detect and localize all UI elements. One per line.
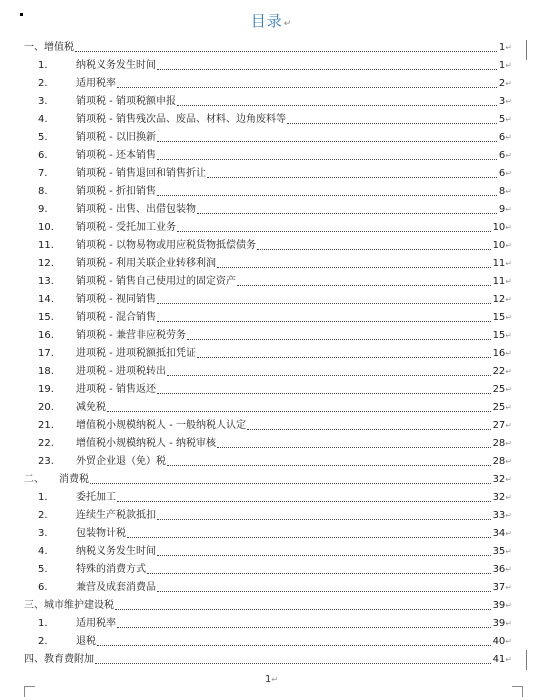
toc-entry[interactable] (24, 180, 512, 198)
toc-entry-text: 销项税 - 以物易物或用应税货物抵偿债务 (76, 240, 256, 251)
dot-leader (117, 500, 491, 502)
toc-entry-text: 销项税 - 混合销售 (76, 312, 156, 323)
dot-leader (177, 104, 497, 106)
paragraph-mark-icon: ↵ (505, 583, 512, 592)
toc-entry[interactable] (24, 432, 512, 450)
toc-entry-page: 37↵ (492, 582, 512, 593)
toc-entry-number: 4. (38, 114, 48, 125)
paragraph-mark-icon: ↵ (505, 367, 512, 376)
toc-entry-number: 1. (38, 618, 48, 629)
dot-leader (157, 68, 497, 70)
toc-entry-number: 18. (38, 366, 54, 377)
dot-leader (157, 194, 497, 196)
toc-entry-text: 销项税 - 销售自己使用过的固定资产 (76, 276, 236, 287)
paragraph-mark-icon: ↵ (505, 439, 512, 448)
dot-leader (97, 644, 491, 646)
toc-entry-page: 2↵ (498, 78, 512, 89)
toc-entry[interactable] (24, 306, 512, 324)
dot-leader (127, 536, 491, 538)
toc-entry-number: 4. (38, 546, 48, 557)
toc-entry-text: 退税 (76, 636, 96, 647)
toc-entry-number: 12. (38, 258, 54, 269)
dot-leader (237, 284, 491, 286)
toc-entry-number: 22. (38, 438, 54, 449)
toc-entry[interactable] (24, 612, 512, 630)
toc-entry-page: 6↵ (498, 150, 512, 161)
paragraph-mark-icon: ↵ (505, 259, 512, 268)
toc-entry-page: 39↵ (492, 618, 512, 629)
toc-entry-text: 消费税 (59, 474, 89, 485)
dot-leader (90, 482, 491, 484)
paragraph-mark-icon: ↵ (505, 331, 512, 340)
toc-entry-text: 销项税 - 销项税额申报 (76, 96, 176, 107)
dot-leader (207, 176, 497, 178)
toc-entry[interactable] (24, 144, 512, 162)
toc-entry-number: 14. (38, 294, 54, 305)
toc-entry[interactable] (24, 450, 512, 468)
toc-entry[interactable] (24, 558, 512, 576)
toc-entry[interactable] (24, 630, 512, 648)
toc-entry[interactable] (24, 270, 512, 288)
toc-entry[interactable] (24, 216, 512, 234)
toc-entry[interactable] (24, 414, 512, 432)
dot-leader (157, 302, 491, 304)
toc-entry-page: 5↵ (498, 114, 512, 125)
toc-entry-page: 6↵ (498, 132, 512, 143)
toc-entry-number: 7. (38, 168, 48, 179)
paragraph-mark-icon: ↵ (505, 277, 512, 286)
toc-entry[interactable] (24, 252, 512, 270)
dot-leader (117, 626, 491, 628)
toc-entry-page: 11↵ (492, 276, 512, 287)
toc-entry-number: 20. (38, 402, 54, 413)
toc-section[interactable] (24, 594, 512, 612)
toc-entry-page: 16↵ (492, 348, 512, 359)
toc-entry-text: 适用税率 (76, 618, 116, 629)
toc-entry-page: 25↵ (492, 402, 512, 413)
paragraph-mark-icon: ↵ (505, 565, 512, 574)
toc-entry-number: 5. (38, 132, 48, 143)
toc-title: 目录↵ (250, 12, 293, 30)
paragraph-mark-icon: ↵ (505, 619, 512, 628)
paragraph-mark-icon: ↵ (505, 529, 512, 538)
crop-mark (512, 686, 523, 697)
toc-entry-number: 19. (38, 384, 54, 395)
toc-entry-text: 销项税 - 视同销售 (76, 294, 156, 305)
toc-entry-text: 销项税 - 折扣销售 (76, 186, 156, 197)
toc-entry-number: 13. (38, 276, 54, 287)
dot-leader (157, 392, 491, 394)
toc-entry-page: 34↵ (492, 528, 512, 539)
paragraph-mark-icon: ↵ (505, 205, 512, 214)
toc-entry[interactable] (24, 54, 512, 72)
dot-leader (75, 50, 497, 52)
dot-leader (117, 86, 497, 88)
toc-entry-page: 1↵ (498, 60, 512, 71)
toc-entry-text: 纳税义务发生时间 (76, 60, 156, 71)
toc-entry-text: 兼营及成套消费品 (76, 582, 156, 593)
toc-entry-number: 6. (38, 150, 48, 161)
toc-entry-text: 销项税 - 还本销售 (76, 150, 156, 161)
paragraph-mark-icon: ↵ (505, 151, 512, 160)
table-of-contents (24, 36, 512, 666)
dot-leader (157, 158, 497, 160)
dot-leader (197, 356, 491, 358)
dot-leader (217, 446, 491, 448)
paragraph-mark-icon: ↵ (505, 223, 512, 232)
toc-entry-text: 连续生产税款抵扣 (76, 510, 156, 521)
paragraph-mark-icon: ↵ (505, 313, 512, 322)
toc-entry-page: 6↵ (498, 168, 512, 179)
paragraph-mark-icon: ↵ (505, 385, 512, 394)
toc-entry-number: 2. (38, 636, 48, 647)
toc-entry[interactable] (24, 342, 512, 360)
toc-entry-text: 适用税率 (76, 78, 116, 89)
toc-entry[interactable] (24, 234, 512, 252)
toc-entry-text: 销项税 - 利用关联企业转移利润 (76, 258, 216, 269)
dot-leader (167, 464, 491, 466)
crop-mark (24, 686, 35, 697)
toc-entry-page: 33↵ (492, 510, 512, 521)
paragraph-mark-icon: ↵ (505, 187, 512, 196)
paragraph-mark-icon: ↵ (505, 547, 512, 556)
paragraph-mark-icon: ↵ (505, 637, 512, 646)
toc-entry-number: 1. (38, 60, 48, 71)
toc-entry-number: 16. (38, 330, 54, 341)
toc-entry-number: 23. (38, 456, 54, 467)
dot-leader (187, 338, 491, 340)
toc-entry-text: 增值税小规模纳税人 - 一般纳税人认定 (76, 420, 246, 431)
dot-leader (177, 230, 491, 232)
paragraph-mark-icon: ↵ (505, 511, 512, 520)
toc-entry-page: 36↵ (492, 564, 512, 575)
paragraph-mark-icon: ↵ (505, 241, 512, 250)
toc-entry[interactable] (24, 504, 512, 522)
toc-entry-number: 2. (38, 78, 48, 89)
change-bar (526, 650, 527, 670)
dot-leader (157, 140, 497, 142)
toc-entry-page: 41↵ (492, 654, 512, 665)
toc-entry[interactable] (24, 72, 512, 90)
paragraph-mark-icon: ↵ (505, 349, 512, 358)
paragraph-mark-icon: ↵ (505, 601, 512, 610)
paragraph-mark-icon: ↵ (505, 475, 512, 484)
paragraph-mark-icon: ↵ (505, 115, 512, 124)
toc-entry[interactable] (24, 360, 512, 378)
toc-entry-text: 销项税 - 销售残次品、废品、材料、边角废料等 (76, 114, 286, 125)
dot-leader (197, 212, 497, 214)
toc-entry-page: 15↵ (492, 312, 512, 323)
toc-entry-text: 销项税 - 销售退回和销售折让 (76, 168, 206, 179)
paragraph-mark-icon: ↵ (283, 19, 293, 29)
dot-leader (157, 590, 491, 592)
toc-entry-page: 27↵ (492, 420, 512, 431)
toc-entry[interactable] (24, 162, 512, 180)
toc-entry-page: 10↵ (492, 222, 512, 233)
toc-entry-number: 3. (38, 96, 48, 107)
toc-entry-page: 32↵ (492, 474, 512, 485)
toc-entry-page: 11↵ (492, 258, 512, 269)
page-number: 1↵ (264, 674, 279, 685)
toc-entry[interactable] (24, 540, 512, 558)
paragraph-mark-icon: ↵ (505, 97, 512, 106)
toc-entry-page: 22↵ (492, 366, 512, 377)
paragraph-mark-icon: ↵ (505, 421, 512, 430)
toc-entry-text: 销项税 - 出售、出借包装物 (76, 204, 196, 215)
toc-entry-number: 9. (38, 204, 48, 215)
toc-entry[interactable] (24, 396, 512, 414)
dot-leader (217, 266, 491, 268)
toc-entry-page: 25↵ (492, 384, 512, 395)
toc-entry-page: 10↵ (492, 240, 512, 251)
toc-entry[interactable] (24, 126, 512, 144)
toc-entry[interactable] (24, 324, 512, 342)
dot-leader (167, 374, 491, 376)
toc-entry-page: 1↵ (498, 42, 512, 53)
paragraph-mark-icon: ↵ (505, 457, 512, 466)
toc-entry[interactable] (24, 90, 512, 108)
toc-entry-page: 15↵ (492, 330, 512, 341)
toc-entry-text: 教育费附加 (44, 654, 94, 665)
paragraph-mark-icon: ↵ (505, 169, 512, 178)
toc-entry-text: 城市维护建设税 (44, 600, 114, 611)
toc-entry[interactable] (24, 378, 512, 396)
paragraph-mark-icon: ↵ (505, 61, 512, 70)
toc-entry-number: 11. (38, 240, 54, 251)
paragraph-mark-icon: ↵ (505, 295, 512, 304)
toc-entry-number: 5. (38, 564, 48, 575)
toc-entry-number: 一、 (24, 42, 44, 53)
toc-entry-page: 3↵ (498, 96, 512, 107)
toc-entry-number: 8. (38, 186, 48, 197)
dot-leader (95, 662, 491, 664)
toc-entry-page: 9↵ (498, 204, 512, 215)
paragraph-mark-icon: ↵ (505, 43, 512, 52)
dot-leader (247, 428, 491, 430)
toc-entry-number: 15. (38, 312, 54, 323)
toc-entry[interactable] (24, 576, 512, 594)
paragraph-mark-icon: ↵ (505, 79, 512, 88)
dot-leader (157, 554, 491, 556)
toc-entry-number: 21. (38, 420, 54, 431)
dot-leader (107, 410, 491, 412)
dot-leader (157, 518, 491, 520)
toc-entry-number: 四、 (24, 654, 44, 665)
toc-entry[interactable] (24, 486, 512, 504)
toc-entry[interactable] (24, 522, 512, 540)
toc-entry-number: 二、 (24, 474, 44, 485)
toc-entry-number: 1. (38, 492, 48, 503)
toc-entry-text: 纳税义务发生时间 (76, 546, 156, 557)
toc-section[interactable] (24, 468, 512, 486)
toc-entry-text: 进项税 - 进项税转出 (76, 366, 166, 377)
dot-leader (257, 248, 491, 250)
dot-leader (147, 572, 491, 574)
toc-entry-page: 28↵ (492, 438, 512, 449)
toc-entry-page: 8↵ (498, 186, 512, 197)
toc-entry-page: 40↵ (492, 636, 512, 647)
toc-entry-text: 进项税 - 销售返还 (76, 384, 156, 395)
toc-entry-number: 2. (38, 510, 48, 521)
toc-entry-text: 进项税 - 进项税额抵扣凭证 (76, 348, 196, 359)
toc-entry-number: 三、 (24, 600, 44, 611)
paragraph-mark-icon: ↵ (505, 493, 512, 502)
dot-leader (115, 608, 491, 610)
toc-entry[interactable] (24, 288, 512, 306)
toc-entry-page: 32↵ (492, 492, 512, 503)
toc-entry-number: 17. (38, 348, 54, 359)
paragraph-mark-icon: ↵ (505, 655, 512, 664)
toc-entry-number: 3. (38, 528, 48, 539)
paragraph-mark-icon: ↵ (505, 133, 512, 142)
toc-entry-text: 包装物计税 (76, 528, 126, 539)
toc-entry-number: 6. (38, 582, 48, 593)
toc-entry-text: 外贸企业退（免）税 (76, 456, 166, 467)
change-bar (526, 40, 527, 60)
toc-entry-text: 特殊的消费方式 (76, 564, 146, 575)
toc-entry-page: 12↵ (492, 294, 512, 305)
toc-entry[interactable] (24, 198, 512, 216)
toc-entry-text: 增值税小规模纳税人 - 纳税审核 (76, 438, 216, 449)
toc-entry[interactable] (24, 108, 512, 126)
toc-section[interactable] (24, 648, 512, 666)
toc-entry-text: 销项税 - 以旧换新 (76, 132, 156, 143)
toc-entry-text: 销项税 - 受托加工业务 (76, 222, 176, 233)
toc-entry-page: 35↵ (492, 546, 512, 557)
toc-entry-number: 10. (38, 222, 54, 233)
paragraph-mark-icon: ↵ (505, 403, 512, 412)
toc-entry-text: 委托加工 (76, 492, 116, 503)
toc-entry-text: 增值税 (44, 42, 74, 53)
toc-entry-page: 28↵ (492, 456, 512, 467)
dot-leader (157, 320, 491, 322)
toc-entry-text: 减免税 (76, 402, 106, 413)
dot-leader (287, 122, 497, 124)
toc-section[interactable] (24, 36, 512, 54)
toc-entry-text: 销项税 - 兼营非应税劳务 (76, 330, 186, 341)
toc-entry-page: 39↵ (492, 600, 512, 611)
